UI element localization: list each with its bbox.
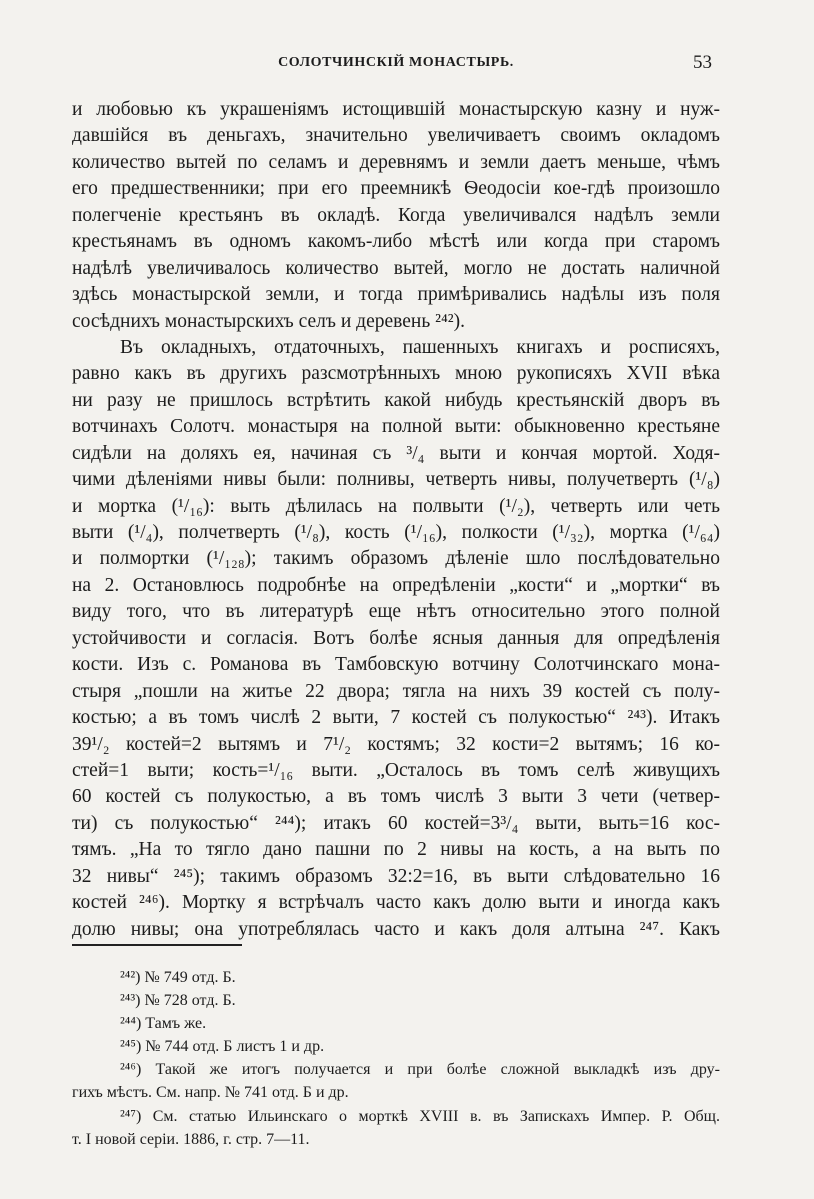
text-line: чими дѣленіями нивы были: полнивы, четверть нивы, получетверть (¹/₈) [72, 469, 720, 491]
text-line: долю нивы; она употреблялась часто и какъ доля алтына ²⁴⁷. Какъ [72, 918, 720, 940]
text-line: на 2. Остановлюсь подробнѣе на опредѣленіи „кости“ и „мортки“ въ [72, 574, 720, 596]
text-line: полегченіе крестьянъ въ окладѣ. Когда увеличивался надѣлъ земли [72, 204, 720, 226]
footnote: ²⁴⁴) Тамъ же. [120, 1015, 207, 1033]
footnotes [72, 966, 720, 1151]
footnote-continuation: гихъ мѣстъ. См. напр. № 741 отд. Б и др. [72, 1084, 349, 1102]
footnote: ²⁴⁵) № 744 отд. Б листъ 1 и др. [120, 1038, 325, 1056]
text-line: здѣсь монастырской земли, и тогда примѣривались надѣлы изъ поля [72, 284, 720, 306]
text-line: вотчинахъ Солотч. монастыря на полной выти: обыкновенно крестьяне [72, 416, 720, 438]
text-line: количество вытей по селамъ и деревнямъ и земли даетъ меньше, чѣмъ [72, 151, 720, 173]
text-line: ти) съ полукостью“ ²⁴⁴); итакъ 60 костей=3³/₄ выти, выть=16 кос- [72, 812, 720, 834]
text-line: и любовью къ украшеніямъ истощившій монастырскую казну и нуж- [72, 99, 720, 120]
running-title: СОЛОТЧИНСКІЙ МОНАСТЫРЬ. [278, 55, 514, 70]
text-line: кости. Изъ с. Романова въ Тамбовскую вотчину Солотчинскаго мона- [72, 654, 720, 676]
footnote: ²⁴²) № 749 отд. Б. [120, 969, 236, 986]
text-line: равно какъ въ другихъ разсмотрѣнныхъ мною рукописяхъ XVII вѣка [72, 363, 720, 385]
text-line: и полмортки (¹/₁₂₈); такимъ образомъ дѣленіе шло послѣдовательно [72, 548, 720, 570]
text-line: костей ²⁴⁶). Мортку я встрѣчалъ часто какъ долю выти и иногда какъ [72, 892, 720, 914]
text-line: Въ окладныхъ, отдаточныхъ, пашенныхъ книгахъ и росписяхъ, [120, 336, 720, 358]
text-line: виду того, что въ литературѣ еще нѣтъ относительно этого полной [72, 601, 720, 623]
text-line: сидѣли на доляхъ ея, начиная съ ³/₄ выти и кончая мортой. Ходя- [72, 442, 720, 464]
text-line: стыря „пошли на житье 22 двора; тягла на нихъ 39 костей съ полу- [72, 680, 720, 702]
text-line: 39¹/₂ костей=2 вытямъ и 7¹/₂ костямъ; 32 кости=2 вытямъ; 16 ко- [72, 733, 720, 755]
footnote: ²⁴⁷) См. статью Ильинскаго о морткѣ XVIII в. въ Запискахъ Импер. Р. Общ. [120, 1107, 720, 1125]
text-line: надѣлѣ увеличивалось количество вытей, могло не достать наличной [72, 257, 720, 279]
page-number: 53 [693, 52, 712, 73]
text-line: костью; а въ томъ числѣ 2 выти, 7 костей съ полукостью“ ²⁴³). Итакъ [72, 707, 720, 729]
page-header [72, 52, 720, 76]
text-line: тямъ. „На то тягло дано пашни по 2 нивы на кость, а на выть по [72, 839, 720, 861]
text-line: устойчивости и согласія. Вотъ болѣе ясныя данныя для опредѣленія [72, 627, 720, 649]
footnote-continuation: т. I новой серіи. 1886, г. стр. 7—11. [72, 1130, 310, 1148]
footnote: ²⁴⁶) Такой же итогъ получается и при болѣе сложной выкладкѣ изъ дру- [120, 1061, 720, 1079]
footnote-divider [72, 944, 242, 946]
text-line: выти (¹/₄), полчетверть (¹/₈), кость (¹/₁₆), полкости (¹/₃₂), мортка (¹/₆₄) [72, 522, 720, 543]
text-line: стей=1 выти; кость=¹/₁₆ выти. „Осталось въ томъ селѣ живущихъ [72, 759, 720, 781]
text-line: ни разу не пришлось встрѣтить какой нибудь крестьянскій дворъ въ [72, 389, 720, 411]
text-line: давшійся въ деньгахъ, значительно увеличиваетъ своимъ окладомъ [72, 125, 720, 147]
footnote: ²⁴³) № 728 отд. Б. [120, 992, 236, 1010]
text-line: и мортка (¹/₁₆): выть дѣлилась на полвыти (¹/₂), четверть или четь [72, 495, 720, 517]
text-line: 60 костей съ полукостью, а въ томъ числѣ 3 выти 3 чети (четвер- [72, 786, 720, 808]
text-line: 32 нивы“ ²⁴⁵); такимъ образомъ 32:2=16, въ выти слѣдовательно 16 [72, 865, 720, 887]
text-line: крестьянамъ въ одномъ какомъ-либо мѣстѣ или когда при старомъ [72, 231, 720, 253]
text-line: сосѣднихъ монастырскихъ селъ и деревень ²⁴²). [72, 310, 465, 332]
body-text [72, 97, 720, 943]
text-line: его предшественники; при его преемникѣ Ѳеодосіи кое-гдѣ произошло [72, 178, 720, 200]
